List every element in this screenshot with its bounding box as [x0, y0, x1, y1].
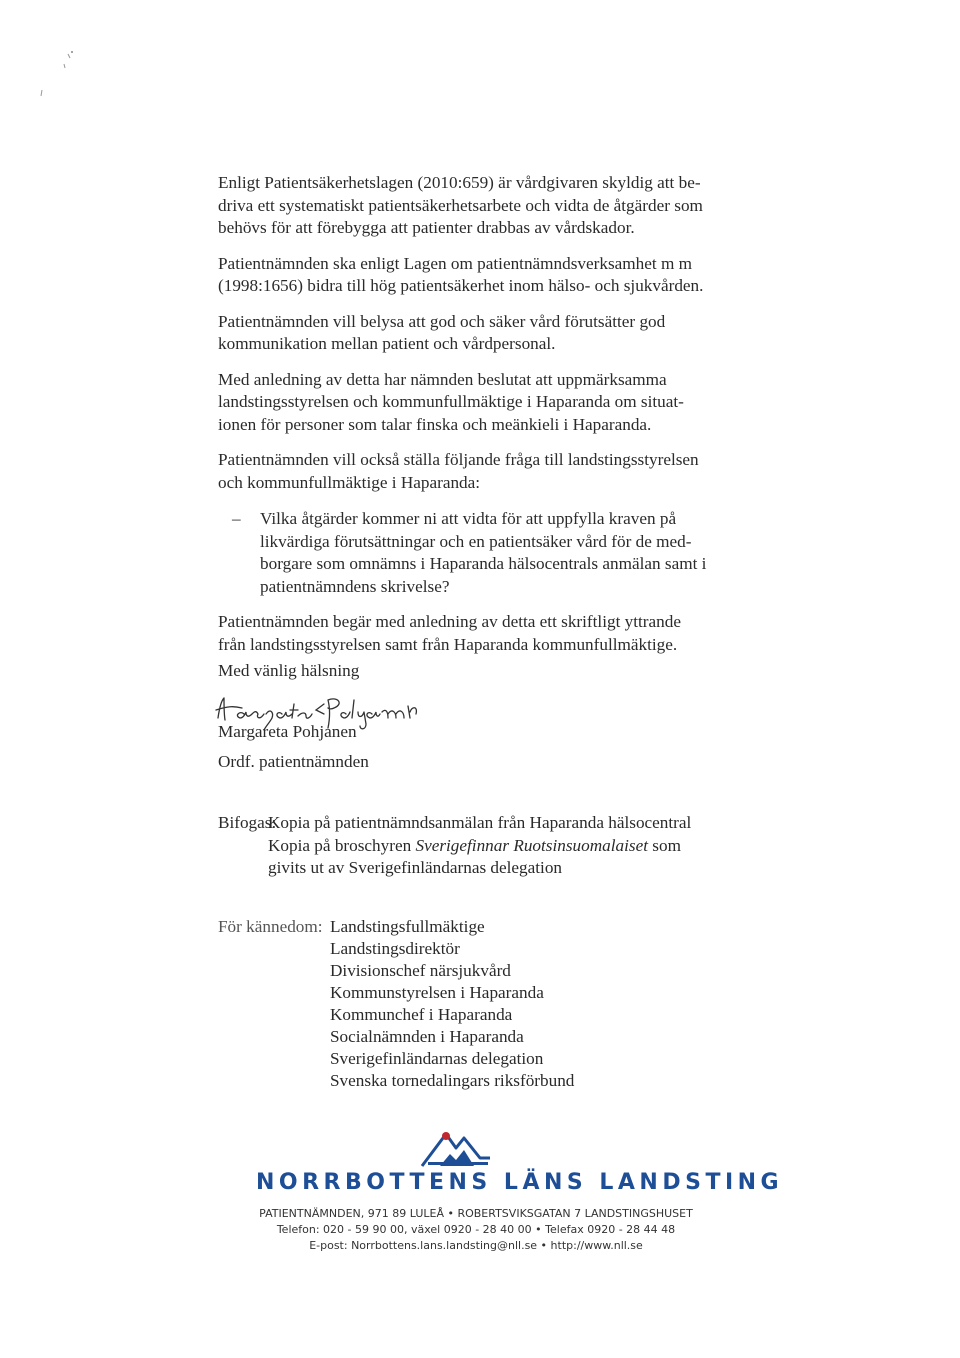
- copies-list: [330, 916, 574, 1092]
- attachment-item-1: Kopia på patientnämndsanmälan från Haparanda hälsocentral: [268, 813, 692, 832]
- recipient: Socialnämnden i Haparanda: [330, 1027, 524, 1046]
- paragraph-4: Med anledning av detta har nämnden beslutat att uppmärksamma landstingsstyrelsen och kommunfullmäktige i Haparanda om situat- ionen för personer som talar finska och meänkieli i Haparanda.: [218, 369, 684, 434]
- footer-contact: E-post: Norrbottens.lans.landsting@nll.se • http://www.nll.se: [309, 1239, 643, 1252]
- letter-body: [218, 172, 738, 669]
- signer-title: Ordf. patientnämnden: [218, 752, 369, 771]
- recipient: Landstingsfullmäktige: [330, 917, 485, 936]
- attachments-list: [268, 812, 691, 880]
- letter-footer: [256, 1206, 696, 1254]
- recipient: Divisionschef närsjukvård: [330, 961, 511, 980]
- recipient: Kommunchef i Haparanda: [330, 1005, 513, 1024]
- attachments-label: Bifogas:: [218, 813, 277, 832]
- bullet-text: Vilka åtgärder kommer ni att vidta för att uppfylla kraven på likvärdiga förutsättningar och en patientsäker vård för de med- borgare som omnämns i Haparanda hälsocentrals anmälan samt i patientnämndens skrivelse?: [260, 509, 707, 596]
- copies-label: För kännedom:: [218, 917, 323, 936]
- footer-address: PATIENTNÄMNDEN, 971 89 LULEÅ • ROBERTSVIKSGATAN 7 LANDSTINGSHUSET: [259, 1207, 693, 1220]
- recipient: Kommunstyrelsen i Haparanda: [330, 983, 544, 1002]
- closing-greeting: [218, 660, 618, 683]
- copies-block: [218, 916, 574, 1092]
- paragraph-3: Patientnämnden vill belysa att god och säker vård förutsätter god kommunikation mellan patient och vårdpersonal.: [218, 311, 666, 353]
- bullet-dash: –: [232, 509, 241, 528]
- question-bullet: [232, 508, 738, 598]
- landsting-logo-icon: [420, 1128, 492, 1168]
- paragraph-5: Patientnämnden vill också ställa följande fråga till landstingsstyrelsen och kommunfullmäktige i Haparanda:: [218, 450, 699, 492]
- brochure-title: Sverigefinnar Ruotsinsuomalaiset: [415, 835, 648, 855]
- attachment-item-2-line2: givits ut av Sverigefinländarnas delegation: [268, 858, 563, 877]
- scan-speck-marks: [30, 50, 90, 110]
- recipient: Landstingsdirektör: [330, 939, 460, 958]
- footer-phone: Telefon: 020 - 59 90 00, växel 0920 - 28 40 00 • Telefax 0920 - 28 44 48: [276, 1223, 676, 1236]
- attachment-item-2: [268, 835, 691, 858]
- paragraph-1: Enligt Patientsäkerhetslagen (2010:659) är vårdgivaren skyldig att be- driva ett systematiskt patientsäkerhetsarbete och vidta de åtgärder som behövs för att förebygga att patienter drabbas av vårdskador.: [218, 173, 703, 237]
- attachments-block: [218, 812, 691, 880]
- attachment-item-2-prefix: Kopia på broschyren: [268, 835, 416, 855]
- organization-name: NORRBOTTENS LÄNS LANDSTING: [256, 1170, 784, 1195]
- final-paragraph: Patientnämnden begär med anledning av detta ett skriftligt yttrande från landstingsstyrelsen samt från Haparanda kommunfullmäktige.: [218, 612, 681, 654]
- greeting-text: Med vänlig hälsning: [218, 661, 360, 680]
- attachment-item-2-suffix: som: [647, 835, 681, 855]
- paragraph-2: Patientnämnden ska enligt Lagen om patientnämndsverksamhet m m (1998:1656) bidra till hög patientsäkerhet inom hälso- och sjukvården.: [218, 253, 704, 295]
- signer-name: Margareta Pohjanen: [218, 722, 357, 741]
- recipient: Sverigefinländarnas delegation: [330, 1049, 544, 1068]
- recipient: Svenska tornedalingars riksförbund: [330, 1071, 575, 1090]
